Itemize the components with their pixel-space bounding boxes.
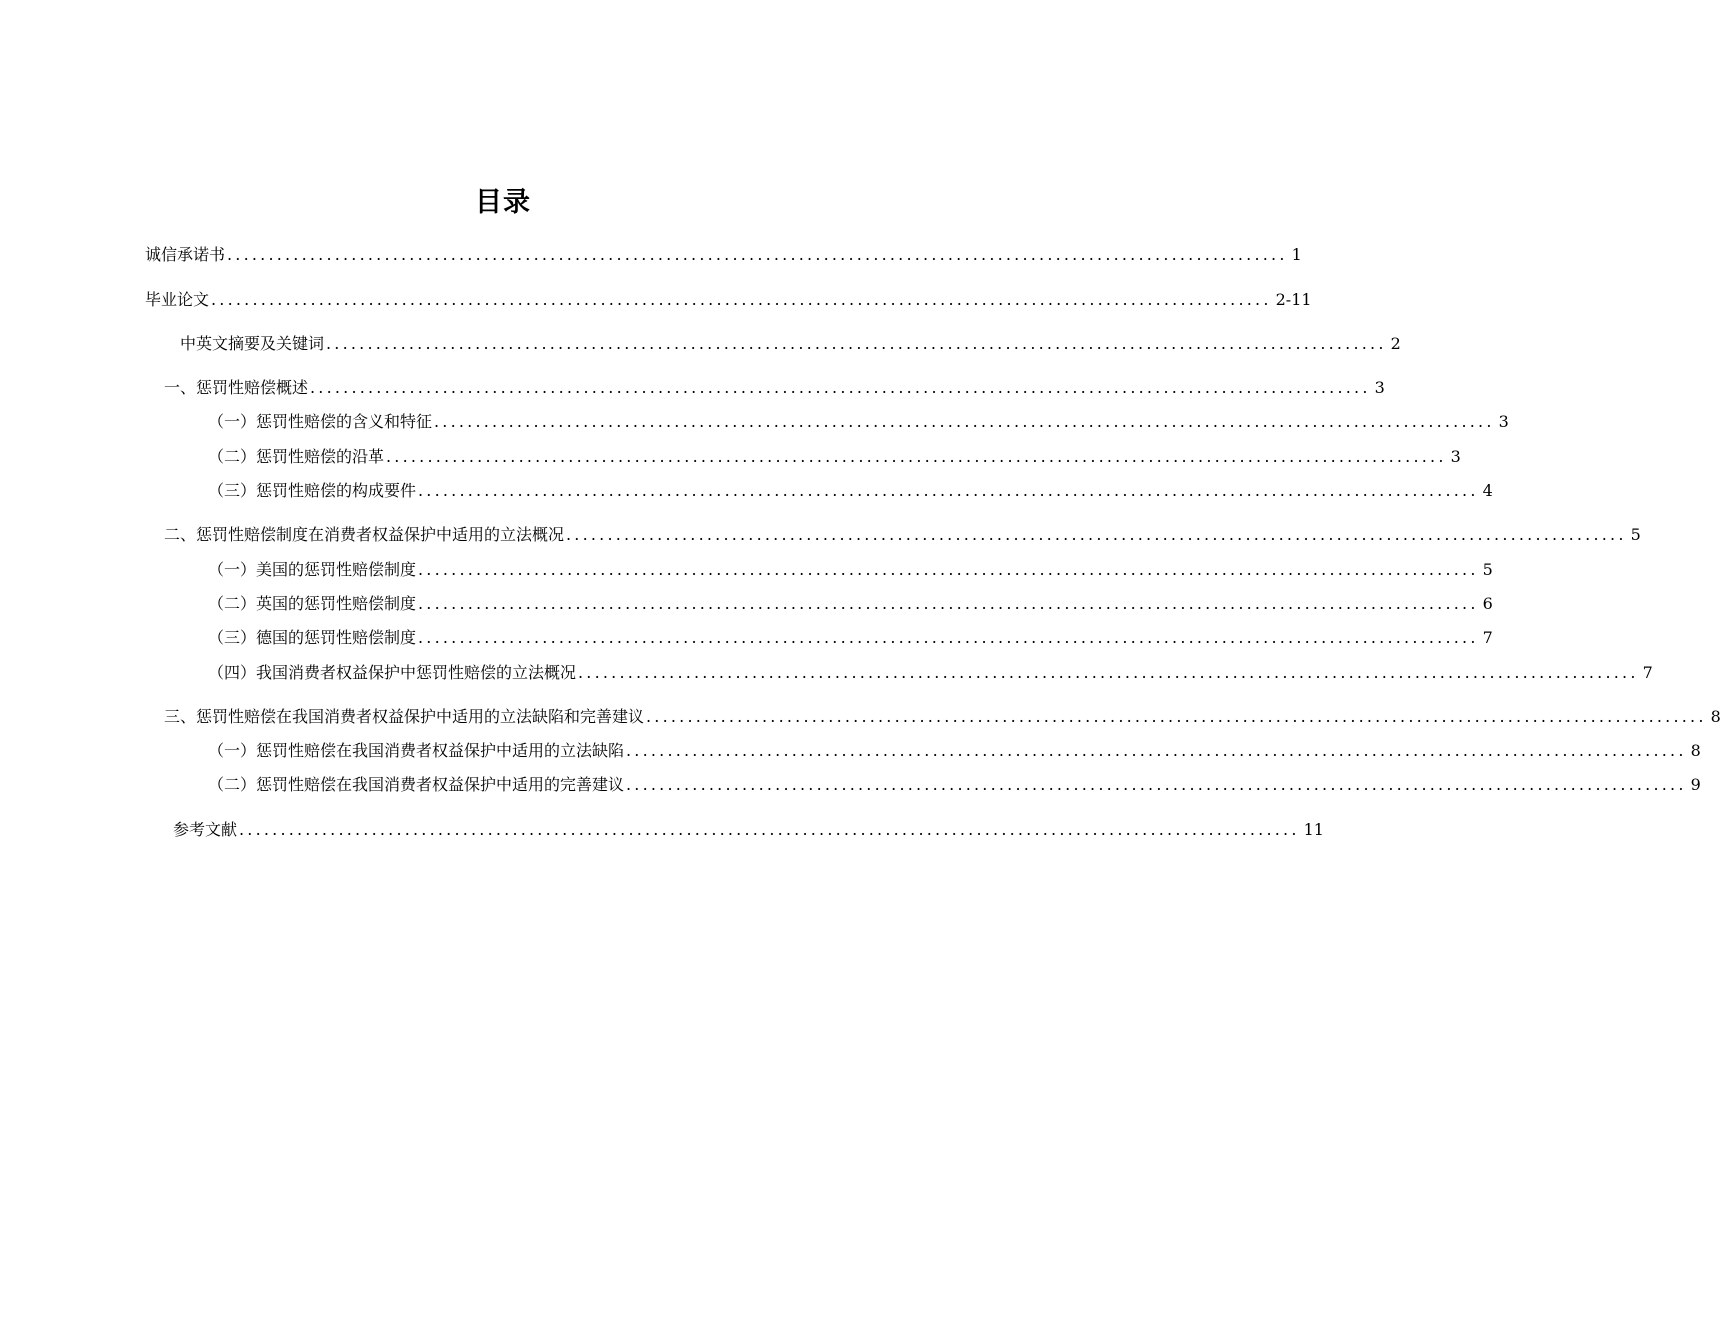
- toc-entry-label: （一）惩罚性赔偿在我国消费者权益保护中适用的立法缺陷: [208, 741, 625, 760]
- toc-entry-label: 一、惩罚性赔偿概述: [164, 378, 309, 397]
- toc-entry-chapter-1: [164, 377, 1385, 399]
- toc-entry-label: （三）惩罚性赔偿的构成要件: [208, 481, 417, 500]
- toc-entry-abstract: [180, 333, 1401, 355]
- toc-entry-page: 9: [1690, 775, 1701, 794]
- toc-leader-dots: ................................................................................................................................: [578, 663, 1639, 682]
- toc-leader-dots: ................................................................................................................................: [418, 560, 1479, 579]
- toc-entry-label: （二）英国的惩罚性赔偿制度: [208, 594, 417, 613]
- toc-entry-label: 二、惩罚性赔偿制度在消费者权益保护中适用的立法概况: [164, 525, 565, 544]
- toc-entry-page: 8: [1690, 741, 1701, 760]
- toc-entry-page: 5: [1482, 560, 1493, 579]
- toc-entry-page: 7: [1482, 628, 1493, 647]
- toc-entry-label: （四）我国消费者权益保护中惩罚性赔偿的立法概况: [208, 663, 577, 682]
- toc-entry-label: 诚信承诺书: [145, 245, 226, 264]
- toc-entry-label: （一）美国的惩罚性赔偿制度: [208, 560, 417, 579]
- toc-entry-section-2-4: [208, 662, 1653, 684]
- toc-entry-page: 1: [1291, 245, 1302, 264]
- toc-entry-page: 8: [1710, 707, 1721, 726]
- toc-entry-section-3-1: [208, 740, 1701, 762]
- toc-entry-label: （三）德国的惩罚性赔偿制度: [208, 628, 417, 647]
- toc-leader-dots: ................................................................................................................................: [310, 378, 1371, 397]
- toc-leader-dots: ................................................................................................................................: [626, 775, 1687, 794]
- toc-entry-page: 11: [1303, 820, 1324, 839]
- toc-entry-label: （二）惩罚性赔偿在我国消费者权益保护中适用的完善建议: [208, 775, 625, 794]
- toc-leader-dots: ................................................................................................................................: [386, 447, 1447, 466]
- toc-leader-dots: ................................................................................................................................: [418, 481, 1479, 500]
- toc-entry-section-1-2: [208, 446, 1461, 468]
- toc-entry-label: 参考文献: [173, 820, 238, 839]
- toc-entry-label: （二）惩罚性赔偿的沿革: [208, 447, 385, 466]
- toc-entry-chapter-3: [164, 706, 1721, 728]
- toc-entry-page: 3: [1374, 378, 1385, 397]
- toc-entry-section-1-3: [208, 480, 1493, 502]
- toc-entry-integrity-pledge: [145, 244, 1302, 266]
- toc-entry-thesis: [145, 289, 1312, 311]
- toc-entry-references: [173, 819, 1324, 841]
- toc-leader-dots: ................................................................................................................................: [211, 290, 1272, 309]
- page-title: 目录: [475, 187, 531, 218]
- toc-entry-page: 4: [1482, 481, 1493, 500]
- toc-entry-page: 7: [1642, 663, 1653, 682]
- toc-entry-chapter-2: [164, 524, 1641, 546]
- toc-leader-dots: ................................................................................................................................: [326, 334, 1387, 353]
- toc-entry-page: 3: [1450, 447, 1461, 466]
- toc-leader-dots: ................................................................................................................................: [418, 594, 1479, 613]
- toc-entry-section-2-1: [208, 559, 1493, 581]
- toc-entry-label: 中英文摘要及关键词: [180, 334, 325, 353]
- toc-entry-section-2-3: [208, 627, 1493, 649]
- toc-leader-dots: ................................................................................................................................: [418, 628, 1479, 647]
- toc-entry-label: 毕业论文: [145, 290, 210, 309]
- toc-leader-dots: ................................................................................................................................: [227, 245, 1288, 264]
- toc-entry-page: 2-11: [1275, 290, 1312, 309]
- toc-entry-page: 5: [1630, 525, 1641, 544]
- toc-entry-label: 三、惩罚性赔偿在我国消费者权益保护中适用的立法缺陷和完善建议: [164, 707, 645, 726]
- toc-entry-page: 2: [1390, 334, 1401, 353]
- toc-leader-dots: ................................................................................................................................: [239, 820, 1300, 839]
- toc-leader-dots: ................................................................................................................................: [646, 707, 1707, 726]
- toc-entry-section-2-2: [208, 593, 1493, 615]
- toc-entry-section-3-2: [208, 774, 1701, 796]
- toc-entry-page: 3: [1498, 412, 1509, 431]
- toc-leader-dots: ................................................................................................................................: [434, 412, 1495, 431]
- toc-entry-section-1-1: [208, 411, 1509, 433]
- toc-leader-dots: ................................................................................................................................: [626, 741, 1687, 760]
- toc-entry-page: 6: [1482, 594, 1493, 613]
- toc-leader-dots: ................................................................................................................................: [566, 525, 1627, 544]
- toc-entry-label: （一）惩罚性赔偿的含义和特征: [208, 412, 433, 431]
